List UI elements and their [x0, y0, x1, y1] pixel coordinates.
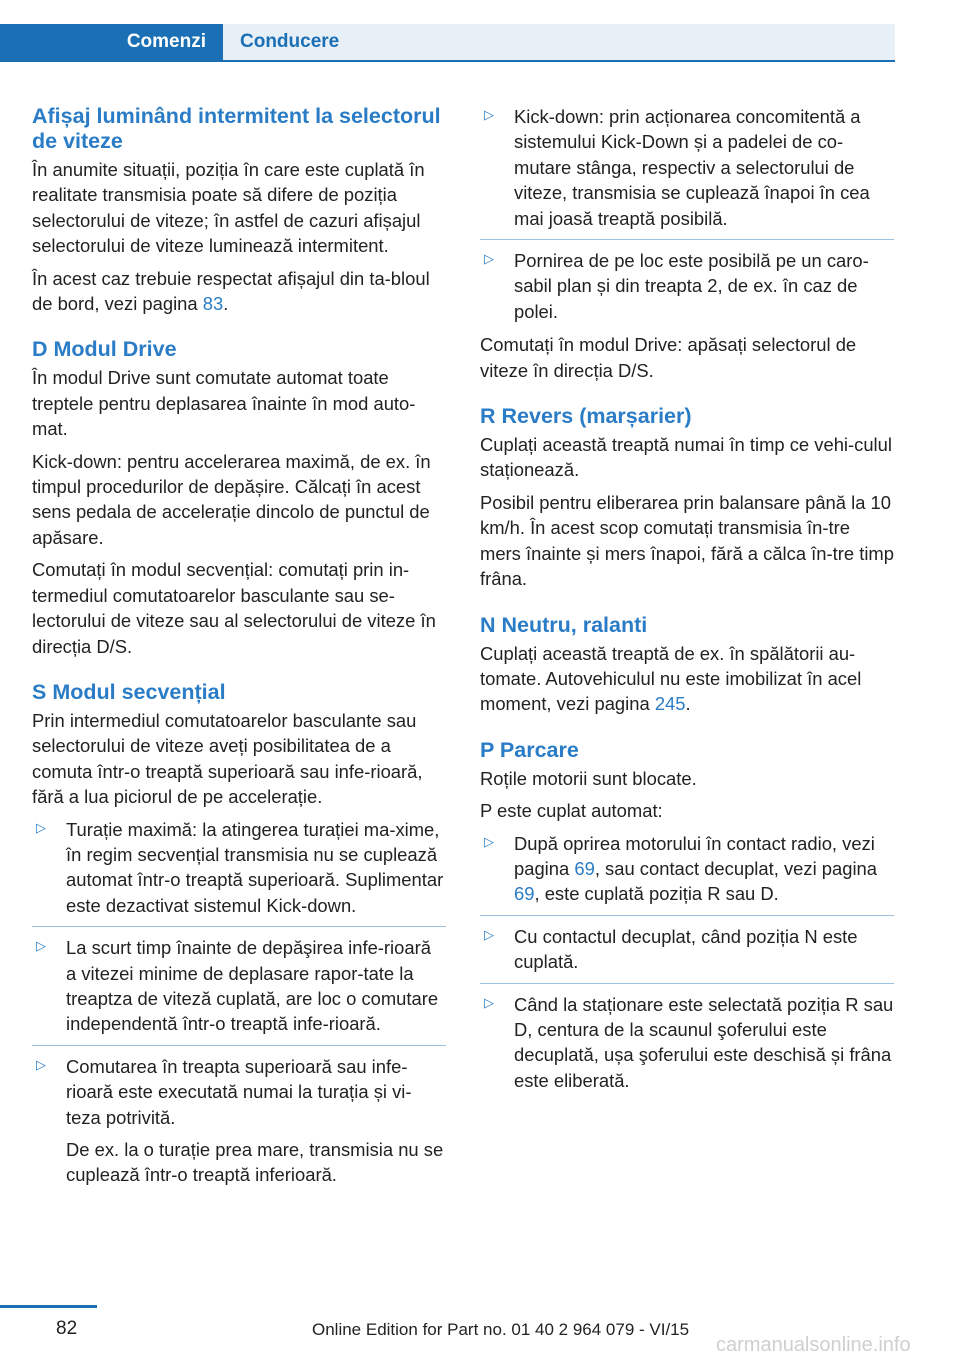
list-item-text: Când la staționare este selectată poziția R sau D, centura de la scaunul şoferului este decuplată, ușa şoferului este deschisă și frâna este eliberată.: [514, 993, 894, 1091]
list-item-text: Pornirea de pe loc este posibilă pe un caro-sabil plan și din treapta 2, de ex. în caz de polei.: [514, 250, 869, 322]
bullet-list: [32, 817, 446, 1196]
header-tabs: [0, 24, 895, 62]
paragraph: Posibil pentru eliberarea prin balansare până la 10 km/h. În acest scop comutați transmisia în-tre mers înainte și mers înapoi, fără a călca în-tre timp frâna.: [480, 491, 894, 590]
triangle-bullet-icon: ▷: [484, 994, 494, 1010]
watermark: carmanualsonline.info: [716, 1334, 911, 1356]
list-item-text: Comutarea în treapta superioară sau infe-rioară este executată numai la turația și vi-teza potrivită.: [66, 1055, 412, 1128]
section-title-drive: D Modul Drive: [32, 337, 177, 362]
list-item-text: Kick-down: prin acționarea concomitentă a sistemului Kick-Down și a padelei de co-mutare stânga, respectiv a selectorului de viteze, transmisia se cuplează înapoi în cea mai joasă treaptă posibilă.: [514, 106, 870, 229]
list-item: [32, 935, 446, 1046]
section-title-reverse: R Revers (marșarier): [480, 404, 692, 429]
paragraph: În modul Drive sunt comutate automat toate treptele pentru deplasarea înainte în mod auto-mat.: [32, 367, 416, 440]
edition-note: Online Edition for Part no. 01 40 2 964 079 - VI/15: [312, 1320, 690, 1339]
bullet-list: [480, 831, 894, 1102]
triangle-bullet-icon: ▷: [36, 819, 46, 835]
page-number: 82: [56, 1318, 78, 1339]
triangle-bullet-icon: ▷: [36, 938, 46, 954]
paragraph: Roțile motorii sunt blocate.: [480, 767, 697, 789]
paragraph: [32, 266, 446, 317]
bullet-list: [480, 104, 894, 332]
paragraph: Kick-down: pentru accelerarea maximă, de ex. în timpul procedurilor de depășire. Călcați în acest sens pedala de accelerație dincolo de punctul de apăsare.: [32, 450, 431, 548]
section-title-flashing-display: Afișaj luminând intermitent la selectorul de viteze: [32, 104, 441, 153]
triangle-bullet-icon: ▷: [484, 107, 494, 122]
text: , este cuplată poziția R sau D.: [534, 883, 779, 905]
left-column: [32, 104, 446, 1204]
section-title-sequential: S Modul secvențial: [32, 679, 226, 704]
list-item-text: De ex. la o turație prea mare, transmisia nu se cuplează într-o treaptă inferioară.: [66, 1139, 444, 1186]
text: După oprirea motorului în contact radio, vezi pagina: [514, 832, 875, 879]
paragraph: Comutați în modul Drive: apăsați selectorul de viteze în direcția D/S.: [480, 334, 857, 381]
text: În acest caz trebuie respectat afișajul din ta-bloul de bord, vezi pagina: [32, 267, 430, 315]
right-column: [480, 104, 894, 1109]
text: , sau contact decuplat, vezi pagina: [594, 857, 877, 879]
paragraph: [480, 641, 894, 717]
page-link-83[interactable]: 83: [202, 293, 224, 315]
paragraph: În anumite situații, poziția în care este cuplată în realitate transmisia poate să difere de poziția selectorului de viteze; în astfel de cazuri afișajul selectorului de viteze luminează intermitent.: [32, 159, 425, 257]
section-title-park: P Parcare: [480, 737, 579, 762]
tab-conducere[interactable]: Conducere: [223, 24, 895, 60]
list-item: [480, 924, 894, 984]
text: .: [223, 293, 229, 315]
paragraph: P este cuplat automat:: [480, 800, 663, 822]
paragraph: Comutați în modul secvențial: comutați prin in-termediul comutatoarelor basculante sau se-lectorului de viteze sau al selectorului de viteze în direcția D/S.: [32, 559, 436, 657]
list-item: [480, 992, 894, 1102]
paragraph: Cuplați această treaptă numai în timp ce vehi-culul staționează.: [480, 434, 892, 481]
triangle-bullet-icon: ▷: [484, 833, 494, 849]
list-item: [480, 104, 894, 240]
list-item: [480, 831, 894, 916]
list-item-text: Cu contactul decuplat, când poziția N este cuplată.: [514, 925, 858, 973]
page-link-69[interactable]: 69: [574, 857, 595, 879]
tab-comenzi[interactable]: Comenzi: [0, 24, 223, 60]
triangle-bullet-icon: ▷: [484, 251, 494, 267]
list-item: [32, 1054, 446, 1196]
page-link-69[interactable]: 69: [514, 883, 535, 905]
footer-divider: [0, 1305, 97, 1308]
section-title-neutral: N Neutru, ralanti: [480, 612, 648, 637]
list-item-text: Turație maximă: la atingerea turației ma-xime, în regim secvențial transmisia nu se cuplează automat într-o treaptă superioară. Suplimentar este dezactivat sistemul Kick-down.: [66, 818, 444, 916]
list-item: [32, 817, 446, 928]
header-divider: [0, 60, 895, 62]
triangle-bullet-icon: ▷: [36, 1056, 46, 1072]
text: Cuplați această treaptă de ex. în spălătorii au-tomate. Autovehiculul nu este imobilizat în acel moment, vezi pagina: [480, 642, 862, 715]
list-item: [480, 248, 894, 332]
text: .: [685, 693, 691, 715]
page-link-245[interactable]: 245: [654, 693, 686, 715]
list-item-text: La scurt timp înainte de depăşirea infe-rioară a vitezei minime de deplasare rapor-tate la treaptza de viteză cuplată, are loc o comutare independentă într-o treaptă infe-rioară.: [66, 937, 439, 1035]
triangle-bullet-icon: ▷: [484, 926, 494, 942]
list-item-text: [514, 831, 894, 907]
paragraph: Prin intermediul comutatoarelor basculante sau selectorului de viteze aveți posibilitatea de a comuta într-o treaptă superioară sau infe-rioară, fără a lua piciorul de pe accelerație.: [32, 709, 423, 808]
